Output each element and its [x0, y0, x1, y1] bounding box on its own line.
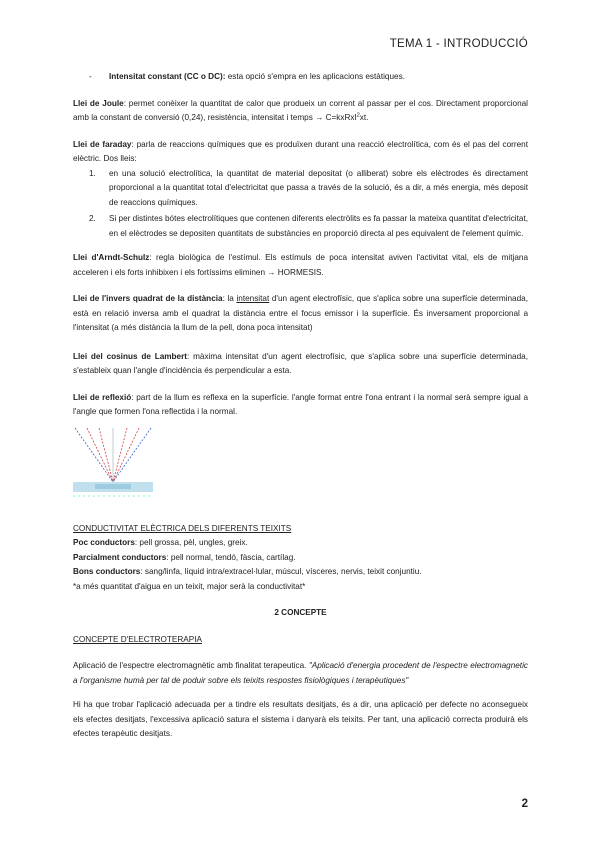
term-joule: Llei de Joule [73, 98, 124, 108]
text-reflexio: : part de la llum es reflexa en la superfície. l'angle format entre l'ona entrant i la normal serà sempre igual a l'angle que formen l'ona reflectida i la normal. [73, 392, 528, 416]
reflection-diagram [73, 424, 528, 508]
text-lambert: : màxima intensitat d'un agent electrofísic, que s'aplica sobre una superfície determinada, s'estableix quan l'angle d'incidència és perpendicular a esta. [73, 351, 528, 375]
paragraph-lambert [73, 350, 528, 379]
paragraph-arndt [73, 251, 528, 280]
list-number: 1. [89, 168, 96, 178]
list-item [73, 212, 528, 241]
conductivitat-row [73, 565, 528, 580]
bullet-dash: - [89, 72, 92, 81]
page-number: 2 [521, 798, 528, 810]
conductivitat-title: CONDUCTIVITAT ELÈCTRICA DELS DIFERENTS TEIXITS [73, 523, 292, 533]
paragraph-joule [73, 97, 528, 126]
reflection-diagram-image [73, 424, 153, 506]
paragraph-concepte-2: Hi ha que trobar l'aplicació adecuada per a tindre els resultats desitjats, és a dir, una aplicació per defecte no aconsegueix els efectes desitjats, l'excessiva aplicació satura el sistema i danyarà els teixits. Per tant, una aplicació correcta produirà els efectes terapèutic desitjats. [73, 700, 528, 738]
conductivitat-term: Parcialment conductors [73, 552, 167, 562]
term-intensitat: Intensitat constant (CC o DC): [109, 72, 226, 81]
conductivitat-text: : pell grossa, pèl, ungles, greix. [134, 538, 248, 547]
conductivitat-note: *a més quantitat d'aigua en un teixit, major serà la conductivitat* [73, 581, 306, 591]
superscript-2: 2 [356, 112, 360, 119]
paragraph-faraday [73, 138, 528, 167]
conductivitat-text: : pell normal, tendó, fàscia, cartílag. [166, 552, 296, 562]
term-arndt: Llei d'Arndt-Schulz [73, 253, 150, 262]
text-arndt: : regla biològica de l'estímul. Els estímuls de poca intensitat aviven l'activitat vital, els de mitjana acceleren i els forts inhibixen i els fortíssims eliminen → HORMESIS. [73, 253, 528, 277]
term-reflexio: Llei de reflexió [73, 392, 132, 402]
text-invers-b: d'un agent electrofísic, que s'aplica sobre una superfície determinada, està en relació inversa amb el quadrat la distància entre el focus emissor i la superfície. És inversament proporcional a l'intensitat (a més distància la llum de la pell, dona poca intensitat) [73, 294, 528, 332]
bullet-intensitat [73, 70, 528, 85]
paragraph-invers [73, 292, 528, 336]
conductivitat-term: Poc conductors [73, 538, 135, 547]
list-item [73, 167, 528, 211]
conductivitat-row [73, 551, 528, 566]
concepte-text: Aplicació de l'espectre electromagnètic amb finalitat terapeutica. [73, 661, 309, 670]
list-item-text: en una solució electrolítica, la quantitat de material depositat (o alliberat) sobre els elèctrodes és directament proporcional a la quantitat total d'electricitat que passa a través de la solució, és a dir, a més energia, més deposit de reaccions químiques. [109, 168, 528, 207]
section-title: 2 CONCEPTE [274, 608, 327, 617]
text-intensitat: esta opció s'empra en les aplicacions estàtiques. [225, 72, 405, 81]
paragraph-concepte-1 [73, 659, 528, 688]
conductivitat-text: : sang/linfa, líquid intra/extracel·lular, múscul, vísceres, nervis, teixit conjuntiu. [140, 567, 422, 576]
text-joule-a: : permet conèixer la quantitat de calor que produeix un corrent al passar per el cos. Directament proporcional amb la constant de conversió (0,24), resistència, intensitat i temps → C=kxRxI [73, 98, 529, 122]
page-content [73, 70, 528, 754]
text-faraday: : parla de reaccions químiques que es produïxen durant una reacció electrolítica, com és el pas del corrent elèctric. Dos lleis: [73, 139, 528, 163]
term-lambert: Llei del cosinus de Lambert [73, 351, 188, 361]
conductivitat-term: Bons conductors [73, 567, 141, 576]
text-invers-a: : la [222, 294, 237, 303]
conductivitat-row [73, 536, 528, 551]
list-item-text: Si per distintes bótes electrolítiques que contenen diferents electròlits es fa passar la mateixa quantitat d'electricitat, en el elèctrodes se depositen quantitats de substàncies en proporció directa al pes equivalent de l'element químic. [109, 214, 528, 238]
page-header: TEMA 1 - INTRODUCCIÓ [389, 38, 528, 50]
concepte-quote: "Aplicació d'energia procedent de l'espectre electromagnetic a l'organisme humà per tal de poduir sobre els teixits respostes fisiològiques i terapèutiques" [73, 661, 528, 685]
term-faraday: Llei de faraday [73, 139, 132, 149]
term-invers: Llei de l'invers quadrat de la distància [73, 294, 223, 303]
concepte-title: CONCEPTE D'ELECTROTERAPIA [73, 634, 202, 644]
paragraph-reflexio [73, 391, 528, 420]
list-number: 2. [89, 214, 96, 223]
underlined-intensitat: intensitat [236, 294, 270, 303]
faraday-laws-list [73, 167, 528, 242]
text-joule-b: xt. [359, 113, 369, 122]
